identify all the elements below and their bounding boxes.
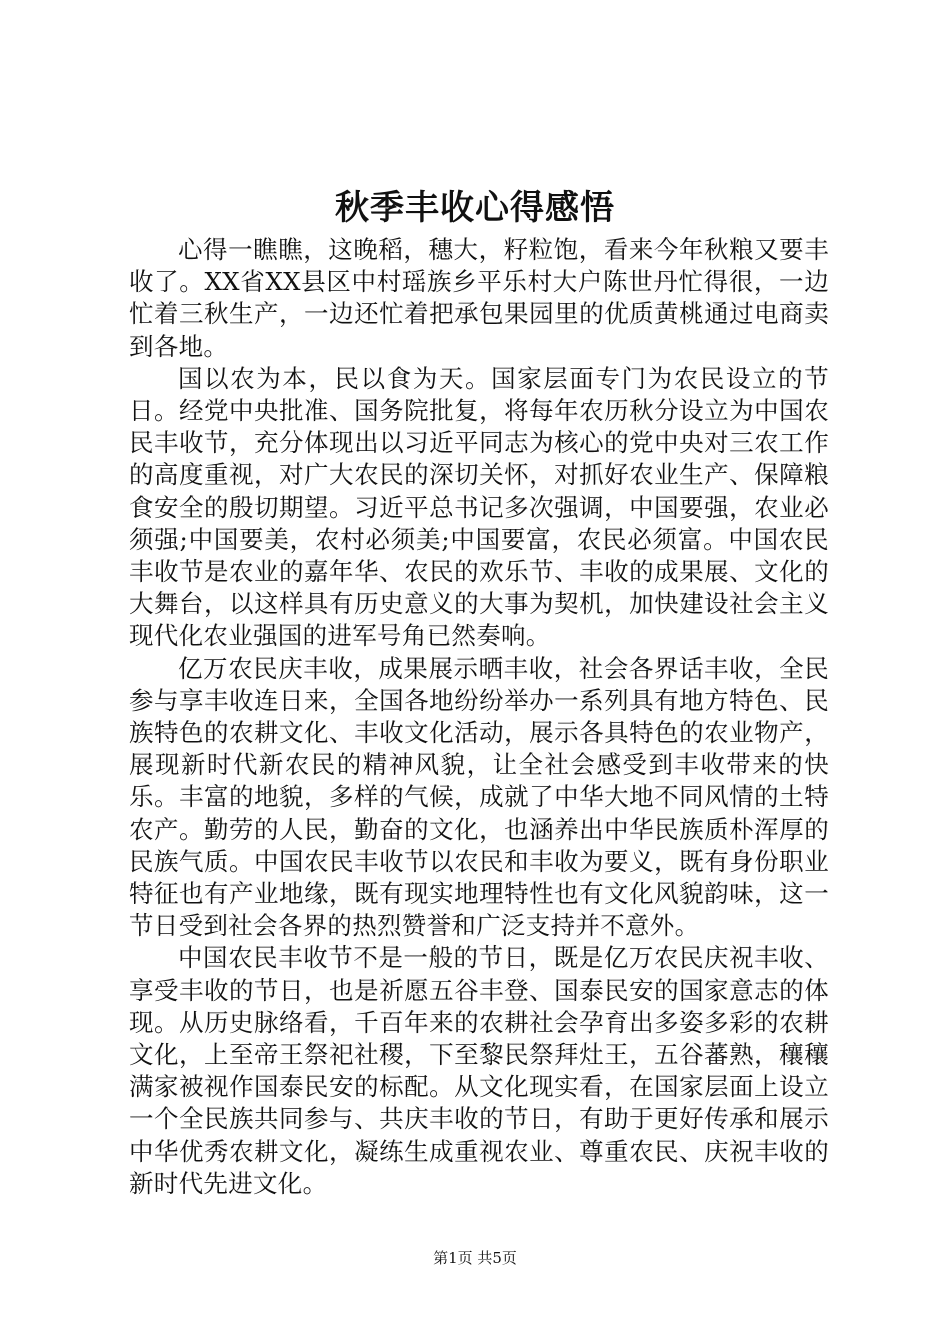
paragraph: 亿万农民庆丰收，成果展示晒丰收，社会各界话丰收，全民参与享丰收连日来，全国各地纷纷举办一系列具有地方特色、民族特色的农耕文化、丰收文化活动，展示各具特色的农业物产，展现新时代新农民的精神风貌，让全社会感受到丰收带来的快乐。丰富的地貌，多样的气候，成就了中华大地不同风情的土特农产。勤劳的人民，勤奋的文化，也涵养出中华民族质朴浑厚的民族气质。中国农民丰收节以农民和丰收为要义，既有身份职业特征也有产业地缘，既有现实地理特性也有文化风貌韵味，这一节日受到社会各界的热烈赞誉和广泛支持并不意外。 <box>129 653 829 941</box>
page-number-footer: 第1页 共5页 <box>433 1249 517 1267</box>
document-title: 秋季丰收心得感悟 <box>335 188 615 228</box>
paragraph: 中国农民丰收节不是一般的节日，既是亿万农民庆祝丰收、享受丰收的节日，也是祈愿五谷丰登、国泰民安的国家意志的体现。从历史脉络看，千百年来的农耕社会孕育出多姿多彩的农耕文化，上至帝王祭祀社稷，下至黎民祭拜灶王，五谷蕃熟，穰穰满家被视作国泰民安的标配。从文化现实看，在国家层面上设立一个全民族共同参与、共庆丰收的节日，有助于更好传承和展示中华优秀农耕文化，凝练生成重视农业、尊重农民、庆祝丰收的新时代先进文化。 <box>129 943 829 1198</box>
document-body <box>129 234 829 1200</box>
paragraph: 国以农为本，民以食为天。国家层面专门为农民设立的节日。经党中央批准、国务院批复，将每年农历秋分设立为中国农民丰收节，充分体现出以习近平同志为核心的党中央对三农工作的高度重视，对广大农民的深切关怀，对抓好农业生产、保障粮食安全的殷切期望。习近平总书记多次强调，中国要强，农业必须强;中国要美，农村必须美;中国要富，农民必须富。中国农民丰收节是农业的嘉年华、农民的欢乐节、丰收的成果展、文化的大舞台，以这样具有历史意义的大事为契机，加快建设社会主义现代化农业强国的进军号角已然奏响。 <box>129 363 829 651</box>
paragraph: 心得一瞧瞧，这晚稻，穗大，籽粒饱，看来今年秋粮又要丰收了。XX省XX县区中村瑶族乡平乐村大户陈世丹忙得很，一边忙着三秋生产，一边还忙着把承包果园里的优质黄桃通过电商卖到各地。 <box>129 235 829 361</box>
